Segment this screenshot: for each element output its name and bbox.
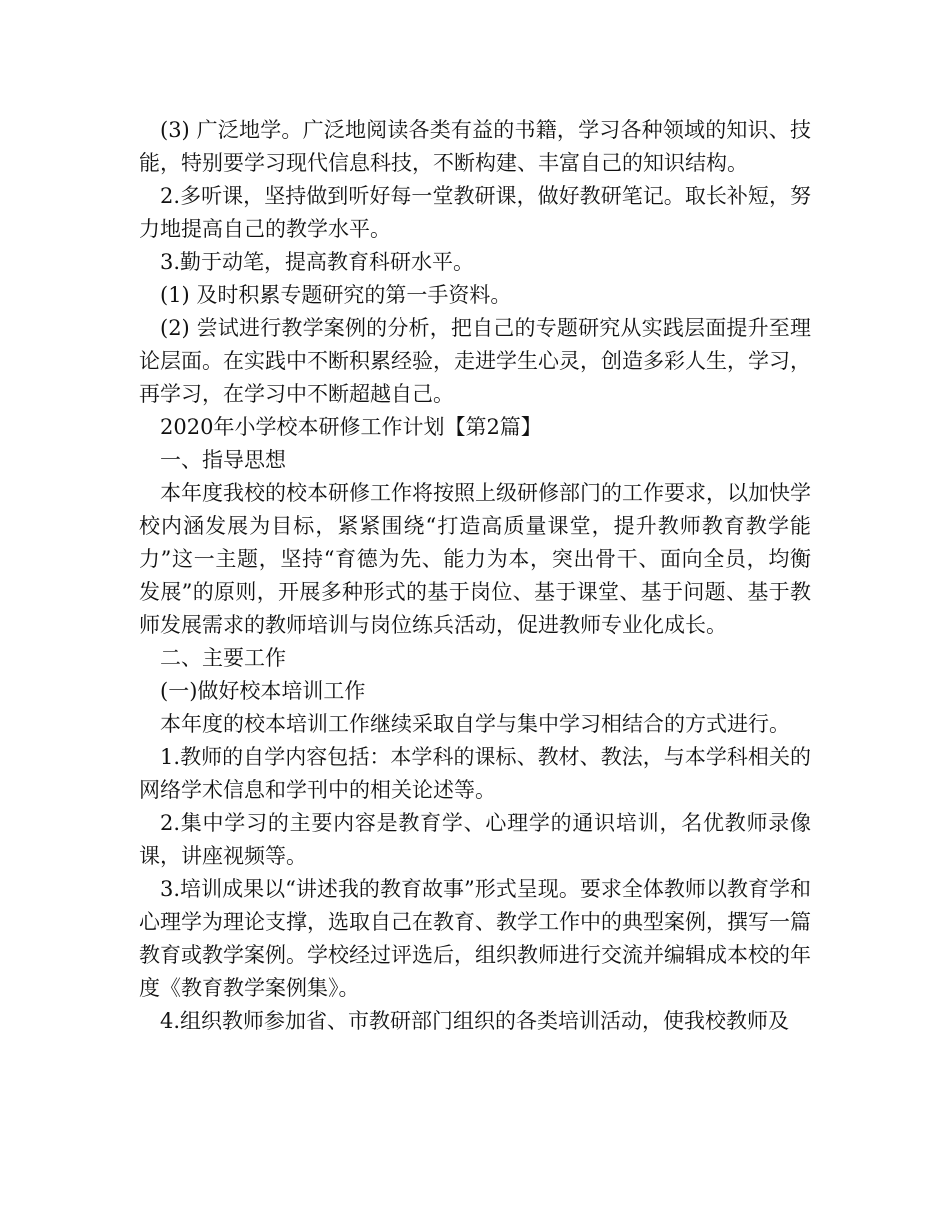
paragraph-attend-lessons: 2.多听课，坚持做到听好每一堂教研课，做好教研笔记。取长补短，努力地提高自己的教学水平。: [139, 184, 811, 241]
heading-guiding-thought: 一、指导思想: [160, 448, 286, 472]
paragraph-item-1-accumulate: (1) 及时积累专题研究的第一手资料。: [160, 283, 512, 307]
paragraph-training-results: 3.培训成果以“讲述我的教育故事”形式呈现。要求全体教师以教育学和心理学为理论支撑，选取自己在教育、教学工作中的典型案例，撰写一篇教育或教学案例。学校经过评选后，组织教师进行交流并编辑成本校的年度《教育教学案例集》。: [139, 877, 811, 1000]
document-body: [139, 114, 811, 1038]
heading-main-work: 二、主要工作: [160, 646, 286, 670]
paragraph-self-study-content: 1.教师的自学内容包括：本学科的课标、教材、教法，与本学科相关的网络学术信息和学刊中的相关论述等。: [139, 745, 811, 802]
paragraph-item-3-broad-learning: (3) 广泛地学。广泛地阅读各类有益的书籍，学习各种领域的知识、技能，特别要学习现代信息科技，不断构建、丰富自己的知识结构。: [139, 118, 811, 175]
paragraph-group-study-content: 2.集中学习的主要内容是教育学、心理学的通识培训，名优教师录像课，讲座视频等。: [139, 811, 811, 868]
section-title-plan-part-2: 2020年小学校本研修工作计划【第2篇】: [160, 415, 542, 439]
paragraph-item-2-case-analysis: (2) 尝试进行教学案例的分析，把自己的专题研究从实践层面提升至理论层面。在实践中不断积累经验，走进学生心灵，创造多彩人生，学习，再学习，在学习中不断超越自己。: [139, 316, 811, 406]
subheading-school-training: (一)做好校本培训工作: [160, 679, 366, 703]
paragraph-write-more: 3.勤于动笔，提高教育科研水平。: [160, 250, 475, 274]
paragraph-guiding-thought: 本年度我校的校本研修工作将按照上级研修部门的工作要求，以加快学校内涵发展为目标，紧紧围绕“打造高质量课堂，提升教师教育教学能力”这一主题，坚持“育德为先、能力为本，突出骨干、面向全员，均衡发展”的原则，开展多种形式的基于岗位、基于课堂、基于问题、基于教师发展需求的教师培训与岗位练兵活动，促进教师专业化成长。: [139, 481, 811, 637]
paragraph-external-training: 4.组织教师参加省、市教研部门组织的各类培训活动，使我校教师及: [160, 1009, 790, 1033]
paragraph-training-method: 本年度的校本培训工作继续采取自学与集中学习相结合的方式进行。: [160, 712, 790, 736]
